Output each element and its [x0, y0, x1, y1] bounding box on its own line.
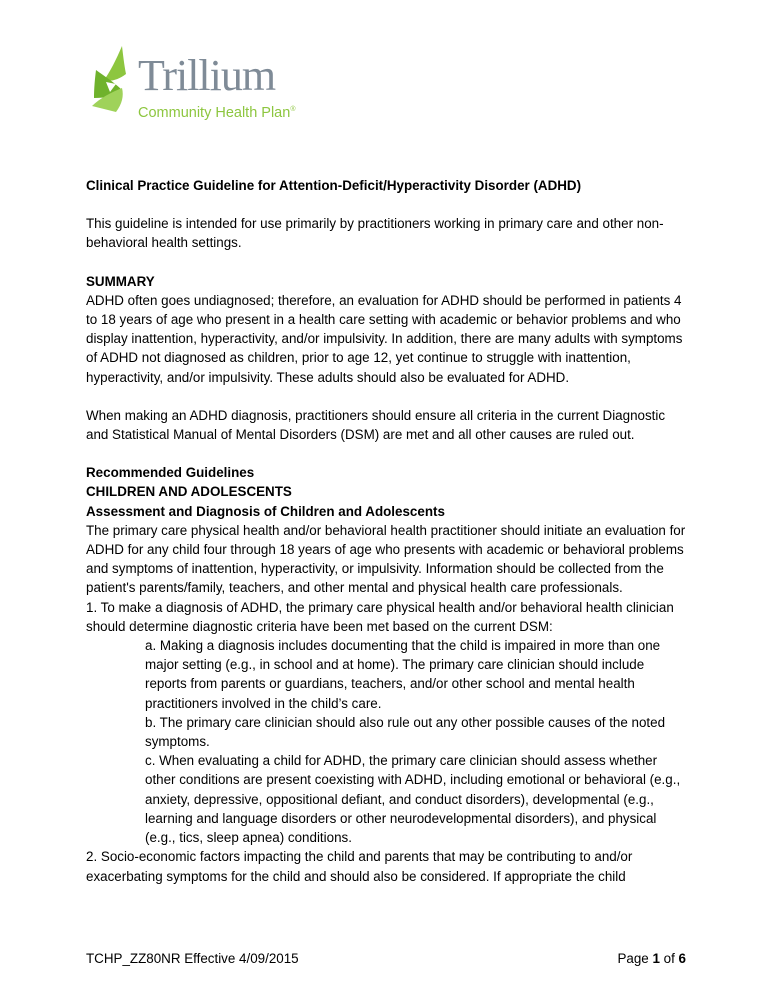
assessment-paragraph: The primary care physical health and/or behavioral health practitioner should initiate an evaluation for ADHD for any child four through 18 years of age who presents with academic or behavioral problems and symptoms of inattention, hyperactivity, or impulsivity. Information should be collected from the patient's parents/family, teachers, and other mental and physical health care professionals.	[86, 522, 686, 596]
summary-paragraph: ADHD often goes undiagnosed; therefore, an evaluation for ADHD should be performed in patients 4 to 18 years of age who present in a health care setting with academic or behavior problems and who display inattention, hyperactivity, and/or impulsivity. In addition, there are many adults with symptoms of ADHD not diagnosed as children, prior to age 12, yet continue to struggle with inattention, hyperactivity, and/or impulsivity. These adults should also be evaluated for ADHD.	[86, 292, 683, 385]
logo-name: Trillium	[138, 51, 276, 100]
guidelines-heading: Recommended Guidelines	[86, 465, 255, 481]
document-code: TCHP_ZZ80NR Effective 4/09/2015	[86, 951, 299, 966]
trillium-flower-icon	[86, 40, 146, 120]
summary-heading: SUMMARY	[86, 273, 155, 289]
list-subitem: b. The primary care clinician should also rule out any other possible causes of the noted symptoms.	[145, 714, 666, 750]
intro-paragraph: This guideline is intended for use primarily by practitioners working in primary care and other non-behavioral health settings.	[86, 216, 664, 251]
registered-mark: ®	[290, 106, 296, 113]
list-item: 2. Socio-economic factors impacting the child and parents that may be contributing to and/or exacerbating symptoms for the child and should also be considered. If appropriate the child	[86, 849, 633, 884]
trillium-logo	[86, 40, 326, 130]
dsm-paragraph: When making an ADHD diagnosis, practitioners should ensure all criteria in the current Diagnostic and Statistical Manual of Mental Disorders (DSM) are met and all other causes are ruled out.	[86, 407, 666, 443]
logo-subtitle: Community Health Plan®	[138, 105, 296, 121]
assessment-heading: Assessment and Diagnosis of Children and Adolescents	[86, 503, 445, 519]
page-number: Page 1 of 6	[617, 951, 686, 966]
document-title: Clinical Practice Guideline for Attention-Deficit/Hyperactivity Disorder (ADHD)	[86, 178, 582, 193]
page-footer	[86, 949, 686, 968]
list-item: 1. To make a diagnosis of ADHD, the primary care physical health and/or behavioral health clinician should determine diagnostic criteria have been met based on the current DSM:	[86, 599, 674, 634]
list-subitem: c. When evaluating a child for ADHD, the primary care clinician should assess whether other conditions are present coexisting with ADHD, including emotional or behavioral (e.g., anxiety, depressive, oppositional defiant, and conduct disorders), developmental (e.g., learning and language disorders or other neurodevelopmental disorders), and physical (e.g., tics, sleep apnea) conditions.	[145, 753, 681, 846]
children-heading: CHILDREN AND ADOLESCENTS	[86, 484, 292, 500]
list-subitem: a. Making a diagnosis includes documenting that the child is impaired in more than one major setting (e.g., in school and at home). The primary care clinician should include reports from parents or guardians, teachers, and/or other school and mental health practitioners involved in the child’s care.	[145, 638, 661, 711]
document-body	[86, 176, 686, 886]
